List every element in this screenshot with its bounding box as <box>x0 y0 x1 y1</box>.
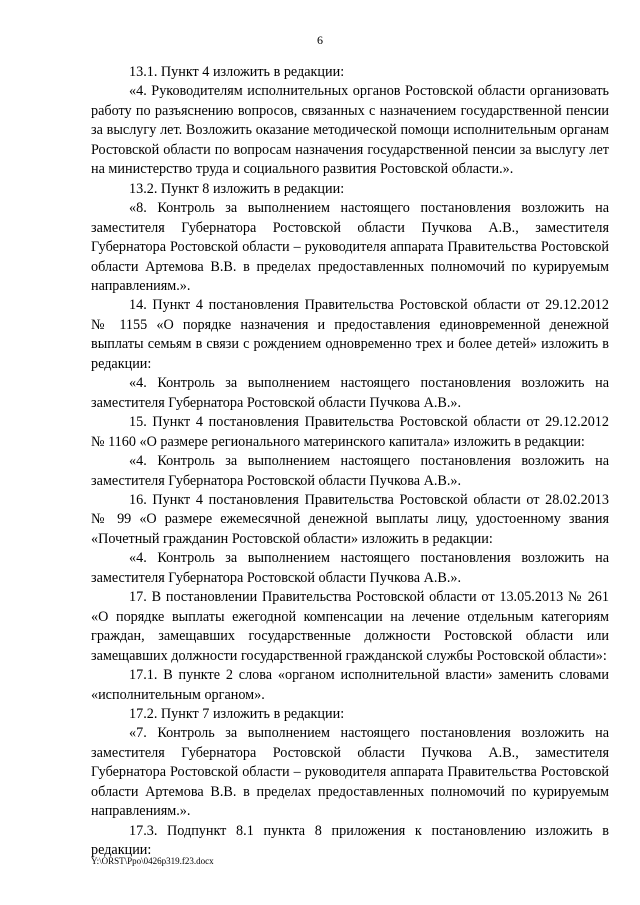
paragraph-14: 14. Пункт 4 постановления Правительства Ростовской области от 29.12.2012 № 1155 «О порядке назначения и предоставления единовременной денежной выплаты семьям в связи с рождением одновременно трех и более детей» изложить в редакции: <box>91 297 609 372</box>
paragraph-13-2-text: «8. Контроль за выполнением настоящего постановления возложить на заместителя Губернатора Ростовской области Пучкова А.В., заместителя Губернатора Ростовской области – руководителя аппарата Правительства Ростовской области Артемова В.В. в пределах предоставленных полномочий по курируемым направлениям.». <box>91 200 609 294</box>
document-body <box>91 63 609 861</box>
paragraph-13-1: 13.1. Пункт 4 изложить в редакции: <box>129 64 345 80</box>
paragraph-17-2: 17.2. Пункт 7 изложить в редакции: <box>129 705 345 722</box>
paragraph-17-1: 17.1. В пункте 2 слова «органом исполнительной власти» заменить словами «исполнительным органом». <box>91 667 609 703</box>
paragraph-17: 17. В постановлении Правительства Ростовской области от 13.05.2013 № 261 «О порядке выплаты ежегодной компенсации на лечение отдельным категориям граждан, замещавших государственные должности Ростовской области или замещавших должности государственной гражданской службы Ростовской области»: <box>91 589 609 664</box>
paragraph-13-1-text: «4. Руководителям исполнительных органов Ростовской области организовать работу по разъяснению вопросов, связанных с назначением государственной пенсии за выслугу лет. Возложить оказание методической помощи исполнительным органам Ростовской области по вопросам назначения государственной пенсии за выслугу лет на министерство труда и социального развития Ростовской области.». <box>91 83 609 178</box>
paragraph-16: 16. Пункт 4 постановления Правительства Ростовской области от 28.02.2013 № 99 «О размере ежемесячной денежной выплаты лицу, удостоенному звания «Почетный гражданин Ростовской области» изложить в редакции: <box>91 491 609 547</box>
page-number: 6 <box>317 33 323 47</box>
paragraph-15: 15. Пункт 4 постановления Правительства Ростовской области от 29.12.2012 № 1160 «О размере регионального материнского капитала» изложить в редакции: <box>91 414 609 450</box>
paragraph-17-2-text: «7. Контроль за выполнением настоящего постановления возложить на заместителя Губернатора Ростовской области Пучкова А.В., заместителя Губернатора Ростовской области – руководителя аппарата Правительства Ростовской области Артемова В.В. в пределах предоставленных полномочий по курируемым направлениям.». <box>91 725 609 820</box>
paragraph-16-text: «4. Контроль за выполнением настоящего постановления возложить на заместителя Губернатора Ростовской области Пучкова А.В.». <box>91 550 609 586</box>
paragraph-15-text: «4. Контроль за выполнением настоящего постановления возложить на заместителя Губернатора Ростовской области Пучкова А.В.». <box>91 453 609 489</box>
paragraph-14-text: «4. Контроль за выполнением настоящего постановления возложить на заместителя Губернатора Ростовской области Пучкова А.В.». <box>91 375 609 411</box>
paragraph-17-3: 17.3. Подпункт 8.1 пункта 8 приложения к постановлению изложить в редакции: <box>91 822 609 859</box>
paragraph-13-2: 13.2. Пункт 8 изложить в редакции: <box>129 180 345 197</box>
file-path-footer: Y:\ORST\Ppo\0426p319.f23.docx <box>91 856 214 866</box>
